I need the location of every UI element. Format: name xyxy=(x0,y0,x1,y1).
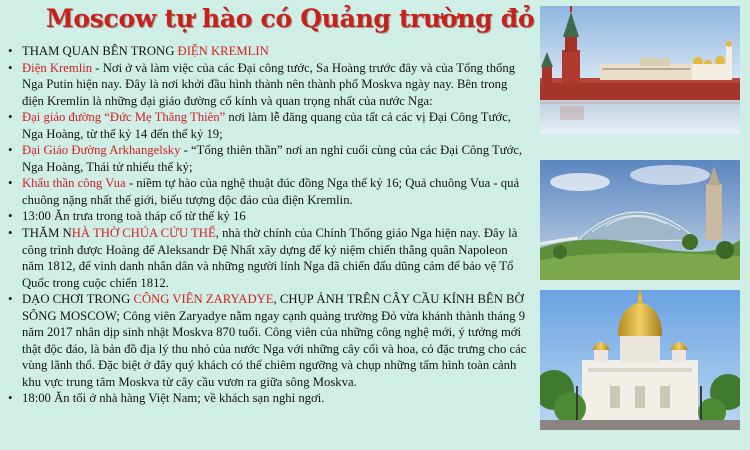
item-text: 18:00 Ăn tối ở nhà hàng Việt Nam; về khách sạn nghỉ ngơi. xyxy=(22,391,325,406)
cathedral-christ-saviour-photo xyxy=(540,290,740,430)
list-item xyxy=(8,390,532,407)
item-text: - Nơi ở và làm việc của các Đại công tước, Sa Hoàng trước đây và của Tổng thống Nga Putin hiện nay. Đây là nơi khởi đầu hình thành nên thành phố Moskva ngày nay. Bên trong điện Kremlin là những đại giáo đường cổ kính và quan trọng nhất của nước Nga: xyxy=(22,60,516,108)
item-highlight: HÀ THỜ CHÚA CỨU THẾ xyxy=(71,226,216,241)
page-title: Moscow tự hào có Quảng trường đỏ xyxy=(46,4,535,33)
kremlin-photo xyxy=(540,6,740,134)
list-item xyxy=(8,142,532,175)
item-highlight: Khẩu thần công Vua xyxy=(22,176,126,191)
item-text: DẠO CHƠI TRONG xyxy=(22,292,134,307)
list-item xyxy=(8,291,532,390)
list-item xyxy=(8,208,532,225)
item-highlight: Đại Giáo Đường Arkhangelsky xyxy=(22,143,181,158)
item-text: - “Tổng thiên thần” nơi an nghỉ cuối cùng của các Đại Công Tước, Nga Hoàng, Thái tử nhiếu thế kỷ; xyxy=(22,143,523,174)
item-text: , CHỤP ẢNH TRÊN CÂY CẦU KÍNH BÊN BỜ SÔNG MOSCOW; Công viên Zaryadye nằm ngay cạnh quảng trường Đỏ vừa khánh thành tháng 9 năm 2017 nhân dịp sinh nhật Moskva 870 tuổi. Công viên của những công nghệ mới, ý tưởng mới thật độc đáo, là bản đồ địa lý thu nhỏ của nước Nga với những cây cối và hoa, cỏ đặc trưng cho các vùng lãnh thổ. Đặc biệt ở đây quý khách có thể chiêm ngưỡng và chụp những tấm hình toàn cảnh khu vực trung tâm Moskva từ cây cầu vươn ra giữa sông Moskva. xyxy=(22,292,527,389)
item-highlight: Đại giáo đường “Đức Mẹ Thăng Thiên” xyxy=(22,110,226,125)
list-item xyxy=(8,43,532,60)
itinerary-list xyxy=(8,43,532,407)
item-text: 13:00 Ăn trưa trong toà tháp cổ từ thế kỷ 16 xyxy=(22,209,246,224)
zaryadye-park-photo xyxy=(540,160,740,280)
item-text: , nhà thờ chính của Chính Thống giáo Nga hiện nay. Đây là công trình được Hoàng đế Aleksandr Đệ Nhất xây dựng để kỷ niệm chiến thắng quân Napoleon năm 1812, để vinh danh nhân dân và những người lính Nga đã chiến đấu dũng cảm để bảo vệ Tổ Quốc trong cuộc chiến 1812. xyxy=(22,226,518,290)
list-item xyxy=(8,225,532,291)
item-highlight: CÔNG VIÊN ZARYADYE xyxy=(133,292,274,307)
item-text: - niềm tự hào của nghệ thuật đúc đồng Nga thế kỷ 16; Quả chuông Vua - quả chuông nặng nhất thế giới, biểu tượng độc đáo của điện Kremlin. xyxy=(22,176,520,207)
list-item xyxy=(8,60,532,110)
list-item xyxy=(8,109,532,142)
item-text: nơi làm lễ đăng quang của tất cả các vị Đại Công Tước, Nga Hoàng, từ thế kỷ 14 đến thế kỷ 19; xyxy=(22,110,511,141)
item-text: THAM QUAN BÊN TRONG xyxy=(22,44,178,58)
list-item xyxy=(8,175,532,208)
item-highlight: ĐIỆN KREMLIN xyxy=(177,44,269,58)
item-text: THĂM N xyxy=(22,226,72,241)
item-highlight: Điện Kremlin xyxy=(22,60,93,75)
